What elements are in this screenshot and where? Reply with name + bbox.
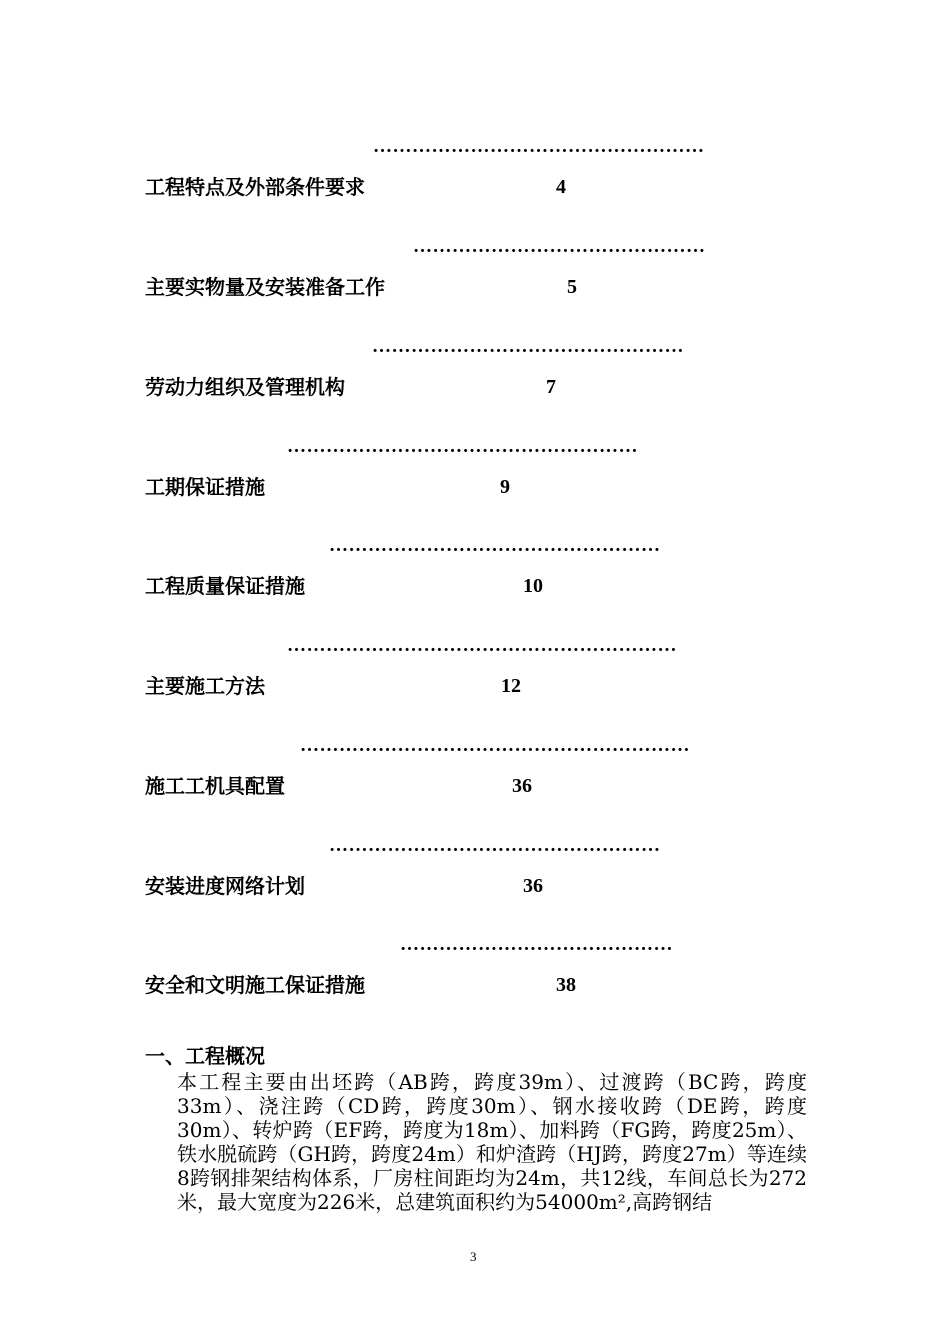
toc-entry-page: 12 (501, 675, 521, 697)
toc-leader-dots: ……………………………………………… (287, 436, 638, 457)
toc-entry-title[interactable]: 安装进度网络计划 (145, 874, 305, 898)
toc-entry-title[interactable]: 工程质量保证措施 (145, 574, 305, 598)
toc-leader-dots: ……………………………………… (413, 236, 706, 257)
toc-entry-title[interactable]: 主要施工方法 (145, 674, 265, 698)
toc-leader-dots: …………………………………… (400, 934, 673, 955)
toc-entry-title[interactable]: 主要实物量及安装准备工作 (145, 275, 385, 299)
toc-leader-dots: …………………………………………………… (300, 735, 690, 756)
section-paragraph (177, 1070, 807, 1214)
toc-leader-dots: …………………………………………… (329, 835, 661, 856)
toc-leader-dots: ………………………………………… (372, 336, 684, 357)
section-heading: 一、工程概况 (145, 1044, 265, 1068)
toc-leader-dots: …………………………………………… (329, 535, 661, 556)
toc-entry-page: 4 (556, 176, 566, 198)
toc-entry-page: 10 (523, 575, 543, 597)
toc-entry-title[interactable]: 劳动力组织及管理机构 (145, 375, 345, 399)
toc-entry-title[interactable]: 工程特点及外部条件要求 (145, 175, 365, 199)
page-number: 3 (470, 1249, 477, 1264)
toc-leader-dots: …………………………………………… (373, 136, 705, 157)
toc-entry-page: 5 (567, 276, 577, 298)
toc-entry-title[interactable]: 安全和文明施工保证措施 (145, 973, 365, 997)
toc-leader-dots: …………………………………………………… (287, 635, 677, 656)
toc-entry-title[interactable]: 施工工机具配置 (145, 774, 285, 798)
toc-entry-page: 36 (523, 875, 543, 897)
toc-entry-page: 7 (546, 376, 556, 398)
toc-entry-page: 36 (512, 775, 532, 797)
toc-entry-title[interactable]: 工期保证措施 (145, 475, 265, 499)
toc-entry-page: 38 (556, 974, 576, 996)
paragraph-text: 本工程主要由出坯跨（AB跨，跨度39m）、过渡跨（BC跨，跨度33m）、浇注跨（CD跨，跨度30m）、钢水接收跨（DE跨，跨度30m）、转炉跨（EF跨，跨度为18m）、加料跨（FG跨，跨度25m）、铁水脱硫跨（GH跨，跨度24m）和炉渣跨（HJ跨，跨度27m）等连续8跨钢排架结构体系，厂房柱间距均为24m，共12线，车间总长为272米，最大宽度为226米，总建筑面积约为54000m²,高跨钢结 (177, 1070, 807, 1214)
toc-entry-page: 9 (500, 476, 510, 498)
